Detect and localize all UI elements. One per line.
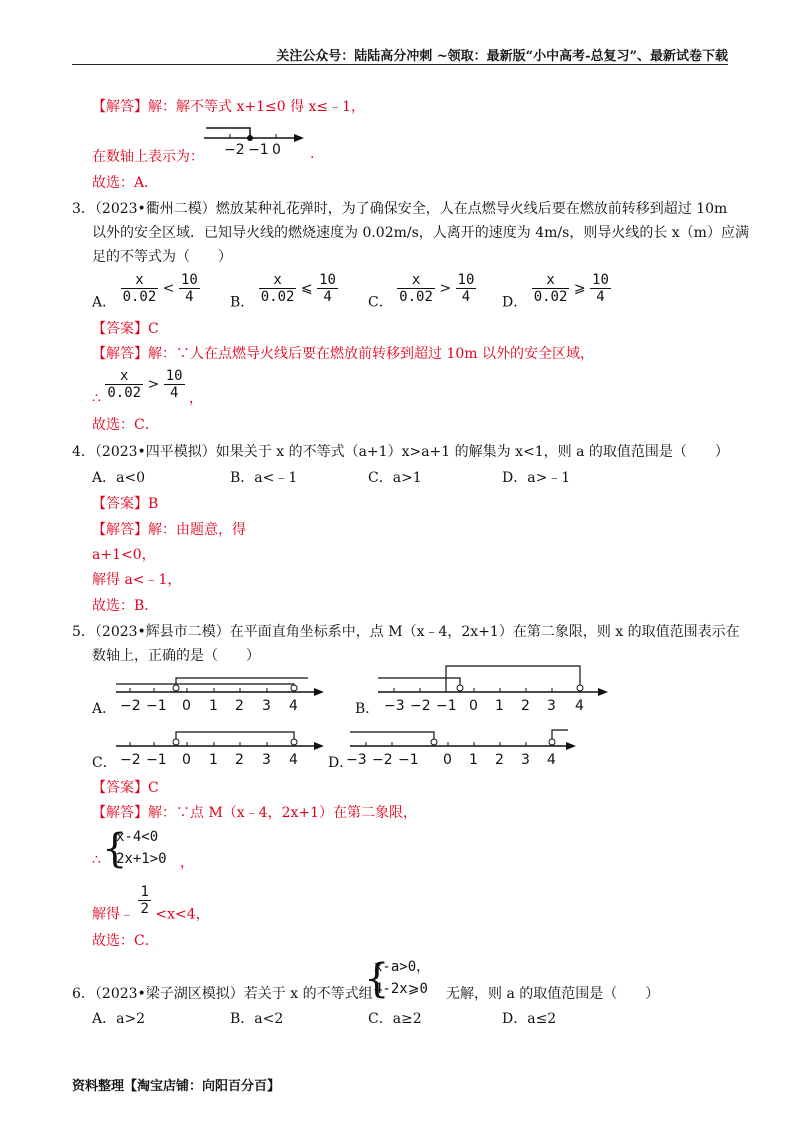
q4-solution: 【解答】解：由题意，得: [92, 522, 246, 538]
q5-option-b-numberline[interactable]: [374, 664, 614, 714]
nl-tick-label: −2: [224, 142, 245, 158]
q5-option-b-letter[interactable]: B．: [355, 701, 380, 717]
svg-text:−1: −1: [146, 698, 167, 714]
svg-text:4: 4: [575, 698, 584, 714]
svg-text:4: 4: [547, 752, 556, 768]
svg-text:−2: −2: [120, 698, 141, 714]
svg-text:−3: −3: [384, 698, 405, 714]
q4-option-a[interactable]: A．a<0: [92, 470, 146, 486]
nl-tick-label: 0: [272, 142, 281, 158]
option-letter: A．: [92, 294, 117, 311]
q5-result: 解得﹣ $\frac{1}{2}$ <x<4，: [92, 884, 210, 923]
q3-option-a[interactable]: A． $\frac{x}{0.02}$ < $\frac{10}{4}$: [92, 272, 198, 311]
svg-text:0: 0: [182, 698, 191, 714]
svg-text:4: 4: [289, 752, 298, 768]
q6-stem-pre: 6．（2023•梁子湖区模拟）若关于 x 的不等式组: [72, 986, 373, 1002]
q3-stem-line3: 足的不等式为（ ）: [92, 249, 232, 265]
q5-option-c-numberline[interactable]: [112, 718, 330, 768]
svg-text:2: 2: [235, 752, 244, 768]
page-header: 关注公众号：陆陆高分冲刺 ~领取：最新版“小中高考-总复习”、最新试卷下载: [276, 49, 728, 64]
solution-ray: [206, 128, 250, 138]
q3-solution: 【解答】解：∵人在点燃导火线后要在燃放前转移到超过 10m 以外的安全区域，: [92, 346, 594, 362]
q6-option-d[interactable]: D．a≤2: [502, 1011, 557, 1027]
svg-text:−1: −1: [436, 698, 457, 714]
q4-step2: 解得 a<﹣1，: [92, 572, 182, 588]
header-divider: [72, 64, 728, 65]
q3-option-c[interactable]: C． $\frac{x}{0.02}$ > $\frac{10}{4}$: [368, 272, 475, 311]
prev-numberline-caption: 在数轴上表示为：: [92, 149, 204, 165]
svg-text:−1: −1: [398, 752, 419, 768]
q6-stem-post: 无解，则 a 的取值范围是（ ）: [446, 986, 660, 1002]
q5-stem-line1: 5．（2023•辉县市二模）在平面直角坐标系中，点 M（x﹣4，2x+1）在第二象限，则 x 的取值范围表示在: [72, 624, 740, 640]
q3-answer: 【答案】C: [92, 321, 159, 337]
svg-text:2: 2: [521, 698, 530, 714]
q5-solution: 【解答】解：∵点 M（x﹣4，2x+1）在第二象限，: [92, 805, 418, 821]
svg-text:−2: −2: [372, 752, 393, 768]
svg-text:3: 3: [521, 752, 530, 768]
svg-text:1: 1: [495, 698, 504, 714]
svg-text:1: 1: [209, 698, 218, 714]
prev-answer-line: 【解答】解：解不等式 x+1≤0 得 x≤﹣1，: [92, 99, 366, 115]
q4-step1: a+1<0，: [92, 547, 156, 563]
q5-stem-line2: 数轴上，正确的是（ ）: [92, 648, 260, 664]
option-letter: D．: [502, 294, 528, 311]
option-letter: C．: [368, 294, 393, 311]
svg-text:1: 1: [469, 752, 478, 768]
q3-solution-inequality: ∴ $\frac{x}{0.02}$ > $\frac{10}{4}$ ，: [92, 368, 204, 407]
svg-text:−2: −2: [410, 698, 431, 714]
svg-text:−1: −1: [146, 752, 167, 768]
q5-option-a-numberline[interactable]: [112, 664, 330, 714]
closed-dot: [247, 135, 253, 141]
q5-option-d-numberline[interactable]: [346, 718, 586, 768]
q4-stem: 4．（2023•四平模拟）如果关于 x 的不等式（a+1）x>a+1 的解集为 x<1，则 a 的取值范围是（ ）: [72, 444, 729, 460]
q3-option-d[interactable]: D． $\frac{x}{0.02}$ ⩾ $\frac{10}{4}$: [502, 272, 609, 311]
q5-choose: 故选：C．: [92, 933, 159, 949]
nl-tick-label: −1: [248, 142, 269, 158]
prev-period: .: [310, 146, 315, 162]
svg-text:−3: −3: [346, 752, 367, 768]
q6-option-a[interactable]: A．a>2: [92, 1011, 146, 1027]
q4-answer: 【答案】B: [92, 496, 159, 512]
q6-option-b[interactable]: B．a<2: [230, 1011, 284, 1027]
q5-option-d-letter[interactable]: D．: [328, 755, 354, 771]
svg-text:3: 3: [262, 752, 271, 768]
q4-option-b[interactable]: B．a<﹣1: [230, 470, 298, 486]
svg-text:3: 3: [262, 698, 271, 714]
q3-stem-line1: 3．（2023•衢州二模）燃放某种礼花弹时，为了确保安全，人在点燃导火线后要在燃放前转移到超过 10m: [72, 201, 728, 217]
q4-option-d[interactable]: D．a>﹣1: [502, 470, 571, 486]
q3-stem-line2: 以外的安全区域．已知导火线的燃烧速度为 0.02m/s，人离开的速度为 4m/s，则导火线的长 x（m）应满: [92, 225, 749, 241]
q3-option-b[interactable]: B． $\frac{x}{0.02}$ ⩽ $\frac{10}{4}$: [230, 272, 336, 311]
svg-text:1: 1: [209, 752, 218, 768]
svg-text:0: 0: [182, 752, 191, 768]
page-footer: 资料整理【淘宝店铺：向阳百分百】: [72, 1079, 281, 1094]
svg-text:0: 0: [443, 752, 452, 768]
q4-option-c[interactable]: C．a>1: [368, 470, 422, 486]
svg-text:−2: −2: [120, 752, 141, 768]
prev-choose: 故选：A．: [92, 175, 159, 191]
q5-answer: 【答案】C: [92, 780, 159, 796]
svg-text:4: 4: [289, 698, 298, 714]
svg-text:0: 0: [469, 698, 478, 714]
q3-choose: 故选：C．: [92, 417, 159, 433]
q5-option-a-letter[interactable]: A．: [92, 701, 117, 717]
prev-number-line: [196, 122, 316, 158]
q5-option-c-letter[interactable]: C．: [92, 755, 117, 771]
svg-text:3: 3: [547, 698, 556, 714]
axis-arrow: [294, 134, 304, 142]
q6-option-c[interactable]: C．a≥2: [368, 1011, 422, 1027]
svg-text:2: 2: [235, 698, 244, 714]
q4-choose: 故选：B．: [92, 598, 159, 614]
svg-text:2: 2: [495, 752, 504, 768]
option-letter: B．: [230, 294, 255, 311]
